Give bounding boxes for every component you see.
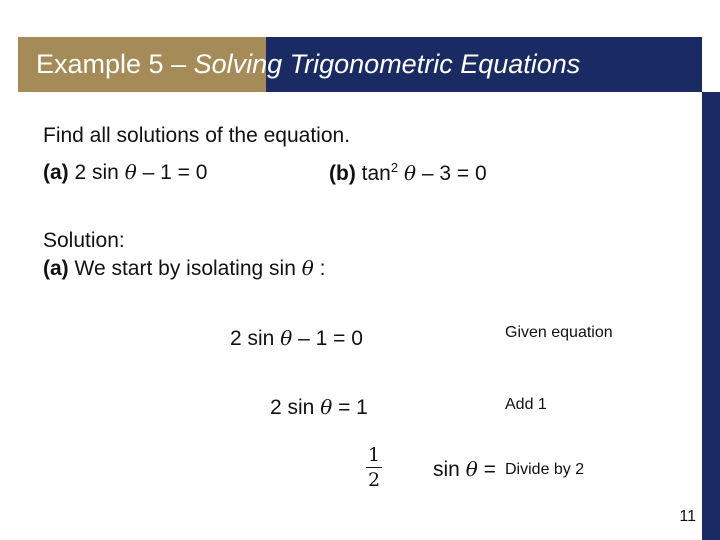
problem-part-b [329, 160, 487, 186]
fraction [362, 444, 386, 491]
theta-symbol: θ [465, 457, 478, 481]
step-note: Add 1 [505, 396, 547, 413]
step-equation-after: – 1 = 0 [292, 327, 363, 350]
slide-title-lead: Example 5 – [36, 49, 194, 79]
problem-b-label: (b) [329, 162, 356, 185]
theta-symbol: θ [280, 326, 293, 350]
side-rule [702, 92, 720, 540]
step-equation-after: = [477, 458, 496, 481]
solution-part-a [43, 256, 325, 281]
step-note: Divide by 2 [505, 461, 585, 478]
step-equation-after: = 1 [332, 396, 368, 419]
solution-a-label: (a) [43, 257, 69, 280]
slide-title [36, 49, 580, 80]
step-note: Given equation [505, 324, 613, 341]
theta-symbol: θ [320, 395, 333, 419]
step-equation-before: 2 sin [230, 327, 281, 350]
step-equation-before: 2 sin [270, 396, 321, 419]
theta-symbol: θ [301, 256, 314, 280]
solution-a-end: : [313, 257, 326, 280]
problem-intro: Find all solutions of the equation. [43, 124, 351, 147]
problem-a-before: 2 sin [68, 161, 125, 184]
problem-part-a [43, 160, 207, 185]
problem-b-before: tan [355, 162, 391, 185]
problem-a-label: (a) [43, 161, 69, 184]
fraction-denominator: 2 [367, 469, 381, 491]
problem-a-after: – 1 = 0 [136, 161, 208, 184]
solution-a-text: We start by isolating sin [68, 257, 302, 280]
step-equation [230, 326, 363, 351]
solution-heading: Solution: [43, 229, 125, 252]
step-equation [270, 395, 368, 420]
step-equation-before: sin [433, 458, 466, 481]
fraction-bar [366, 467, 382, 468]
theta-symbol: θ [403, 161, 416, 185]
slide-title-rest: Solving Trigonometric Equations [193, 49, 581, 79]
theta-symbol: θ [124, 160, 137, 184]
fraction-numerator: 1 [367, 444, 381, 466]
step-equation [433, 457, 496, 482]
page-number: 11 [679, 508, 696, 525]
problem-b-exponent: 2 [390, 160, 399, 175]
problem-b-after: – 3 = 0 [415, 162, 487, 185]
